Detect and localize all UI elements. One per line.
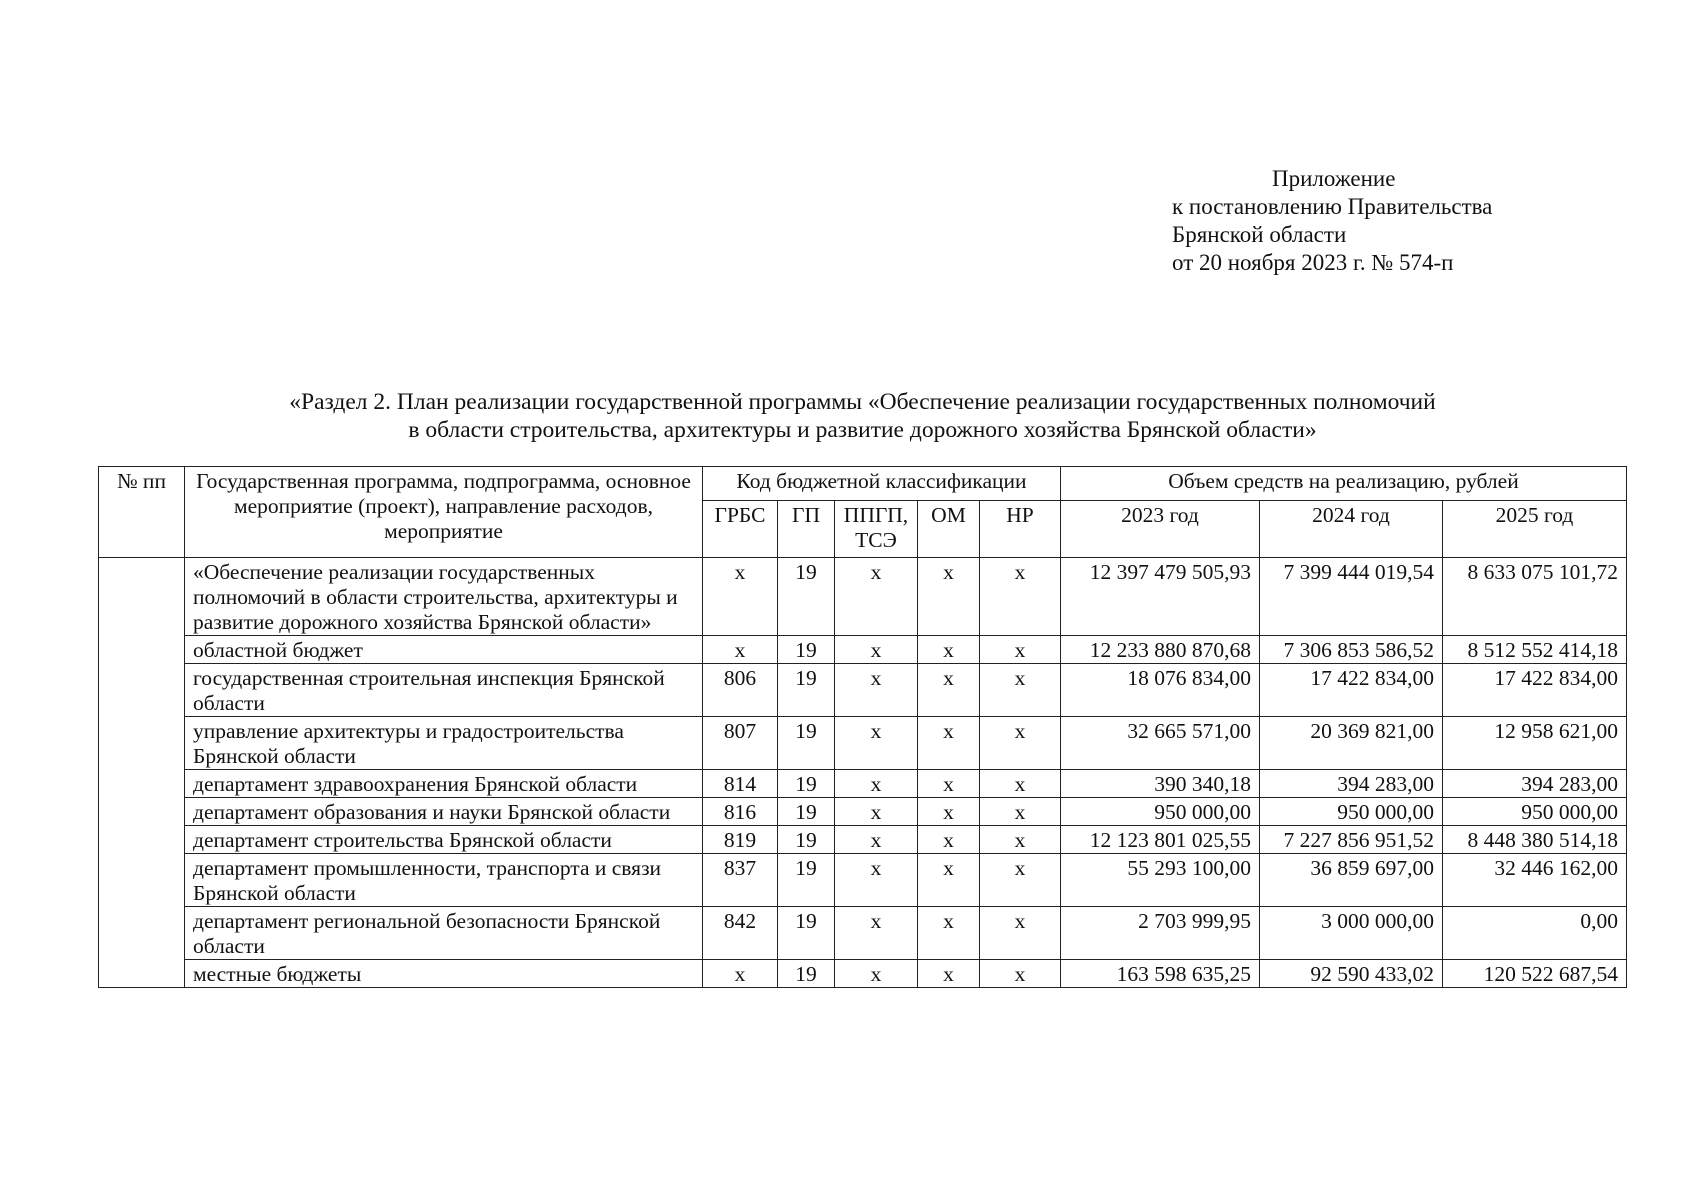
section-title [100,388,1625,444]
header-kbk: Код бюджетной классификации [703,467,1061,501]
table-row [99,960,1627,988]
row-2024: 20 369 821,00 [1260,717,1443,770]
table-row [99,636,1627,664]
row-grbs: х [703,960,778,988]
row-name: департамент региональной безопасности Брянской области [185,907,703,960]
row-name: управление архитектуры и градостроительства Брянской области [185,717,703,770]
table-row [99,907,1627,960]
header-nr: НР [980,501,1061,558]
row-grbs: 814 [703,770,778,798]
row-ppgp: х [835,960,918,988]
section-title-line-1: «Раздел 2. План реализации государственной программы «Обеспечение реализации государственных полномочий [289,389,1436,415]
row-name: департамент здравоохранения Брянской области [185,770,703,798]
row-2023: 32 665 571,00 [1061,717,1260,770]
row-2024: 7 227 856 951,52 [1260,826,1443,854]
row-name: департамент промышленности, транспорта и связи Брянской области [185,854,703,907]
row-om: х [918,717,980,770]
row-ppgp: х [835,854,918,907]
row-gp: 19 [778,717,835,770]
row-2024: 7 306 853 586,52 [1260,636,1443,664]
row-grbs: 842 [703,907,778,960]
row-grbs: 806 [703,664,778,717]
row-gp: 19 [778,907,835,960]
row-nr: х [980,770,1061,798]
row-ppgp: х [835,770,918,798]
row-gp: 19 [778,960,835,988]
row-name: департамент образования и науки Брянской области [185,798,703,826]
row-name: «Обеспечение реализации государственных полномочий в области строительства, архитектуры и развитие дорожного хозяйства Брянской области» [185,558,703,636]
row-name: государственная строительная инспекция Брянской области [185,664,703,717]
plan-table [98,466,1627,988]
row-nr: х [980,636,1061,664]
row-gp: 19 [778,770,835,798]
row-gp: 19 [778,798,835,826]
row-2023: 55 293 100,00 [1061,854,1260,907]
row-om: х [918,826,980,854]
table-row [99,664,1627,717]
row-2025: 950 000,00 [1443,798,1627,826]
row-grbs: 816 [703,798,778,826]
row-2023: 12 123 801 025,55 [1061,826,1260,854]
row-2023: 18 076 834,00 [1061,664,1260,717]
row-nr: х [980,960,1061,988]
row-nr: х [980,798,1061,826]
row-ppgp: х [835,798,918,826]
table-row [99,558,1627,636]
row-2024: 17 422 834,00 [1260,664,1443,717]
appendix-reference: к постановлению Правительства [1172,194,1493,219]
section-title-line-2: в области строительства, архитектуры и развитие дорожного хозяйства Брянской области» [408,417,1317,443]
table-row [99,770,1627,798]
row-2025: 8 448 380 514,18 [1443,826,1627,854]
header-2023: 2023 год [1061,501,1260,558]
row-2023: 163 598 635,25 [1061,960,1260,988]
row-2024: 3 000 000,00 [1260,907,1443,960]
row-2023: 390 340,18 [1061,770,1260,798]
row-om: х [918,558,980,636]
row-om: х [918,960,980,988]
row-ppgp: х [835,636,918,664]
row-om: х [918,636,980,664]
row-2025: 120 522 687,54 [1443,960,1627,988]
appendix-region: Брянской области [1172,222,1347,247]
table-row [99,826,1627,854]
row-gp: 19 [778,854,835,907]
row-ppgp: х [835,826,918,854]
row-name: местные бюджеты [185,960,703,988]
header-number: № пп [99,467,185,558]
appendix-date-number: от 20 ноября 2023 г. № 574-п [1172,250,1454,275]
row-ppgp: х [835,907,918,960]
row-2023: 950 000,00 [1061,798,1260,826]
row-2024: 92 590 433,02 [1260,960,1443,988]
table-row [99,798,1627,826]
row-2024: 7 399 444 019,54 [1260,558,1443,636]
header-grbs: ГРБС [703,501,778,558]
row-2025: 12 958 621,00 [1443,717,1627,770]
row-2023: 2 703 999,95 [1061,907,1260,960]
row-name: областной бюджет [185,636,703,664]
row-2024: 394 283,00 [1260,770,1443,798]
row-2025: 0,00 [1443,907,1627,960]
row-om: х [918,798,980,826]
header-2025: 2025 год [1443,501,1627,558]
row-nr: х [980,907,1061,960]
header-gp: ГП [778,501,835,558]
row-2025: 32 446 162,00 [1443,854,1627,907]
row-gp: 19 [778,636,835,664]
row-grbs: х [703,636,778,664]
row-ppgp: х [835,664,918,717]
row-2025: 394 283,00 [1443,770,1627,798]
row-nr: х [980,854,1061,907]
table-row [99,717,1627,770]
row-2025: 8 633 075 101,72 [1443,558,1627,636]
row-nr: х [980,664,1061,717]
row-ppgp: х [835,558,918,636]
row-name: департамент строительства Брянской области [185,826,703,854]
row-om: х [918,664,980,717]
appendix-title: Приложение [1272,166,1396,191]
row-grbs: 819 [703,826,778,854]
row-ppgp: х [835,717,918,770]
header-2024: 2024 год [1260,501,1443,558]
row-om: х [918,907,980,960]
header-om: ОМ [918,501,980,558]
row-om: х [918,770,980,798]
row-gp: 19 [778,826,835,854]
header-volume: Объем средств на реализацию, рублей [1061,467,1627,501]
row-grbs: 807 [703,717,778,770]
row-number-cell [99,558,185,988]
row-grbs: х [703,558,778,636]
table-row [99,854,1627,907]
row-gp: 19 [778,664,835,717]
appendix-block [1172,165,1492,277]
row-2025: 17 422 834,00 [1443,664,1627,717]
row-nr: х [980,717,1061,770]
row-nr: х [980,558,1061,636]
row-2025: 8 512 552 414,18 [1443,636,1627,664]
row-gp: 19 [778,558,835,636]
row-2023: 12 397 479 505,93 [1061,558,1260,636]
row-2024: 36 859 697,00 [1260,854,1443,907]
row-grbs: 837 [703,854,778,907]
row-2023: 12 233 880 870,68 [1061,636,1260,664]
header-name: Государственная программа, подпрограмма, основное мероприятие (проект), направление расходов, мероприятие [185,467,703,558]
row-nr: х [980,826,1061,854]
header-ppgp: ППГП, ТСЭ [835,501,918,558]
row-2024: 950 000,00 [1260,798,1443,826]
row-om: х [918,854,980,907]
